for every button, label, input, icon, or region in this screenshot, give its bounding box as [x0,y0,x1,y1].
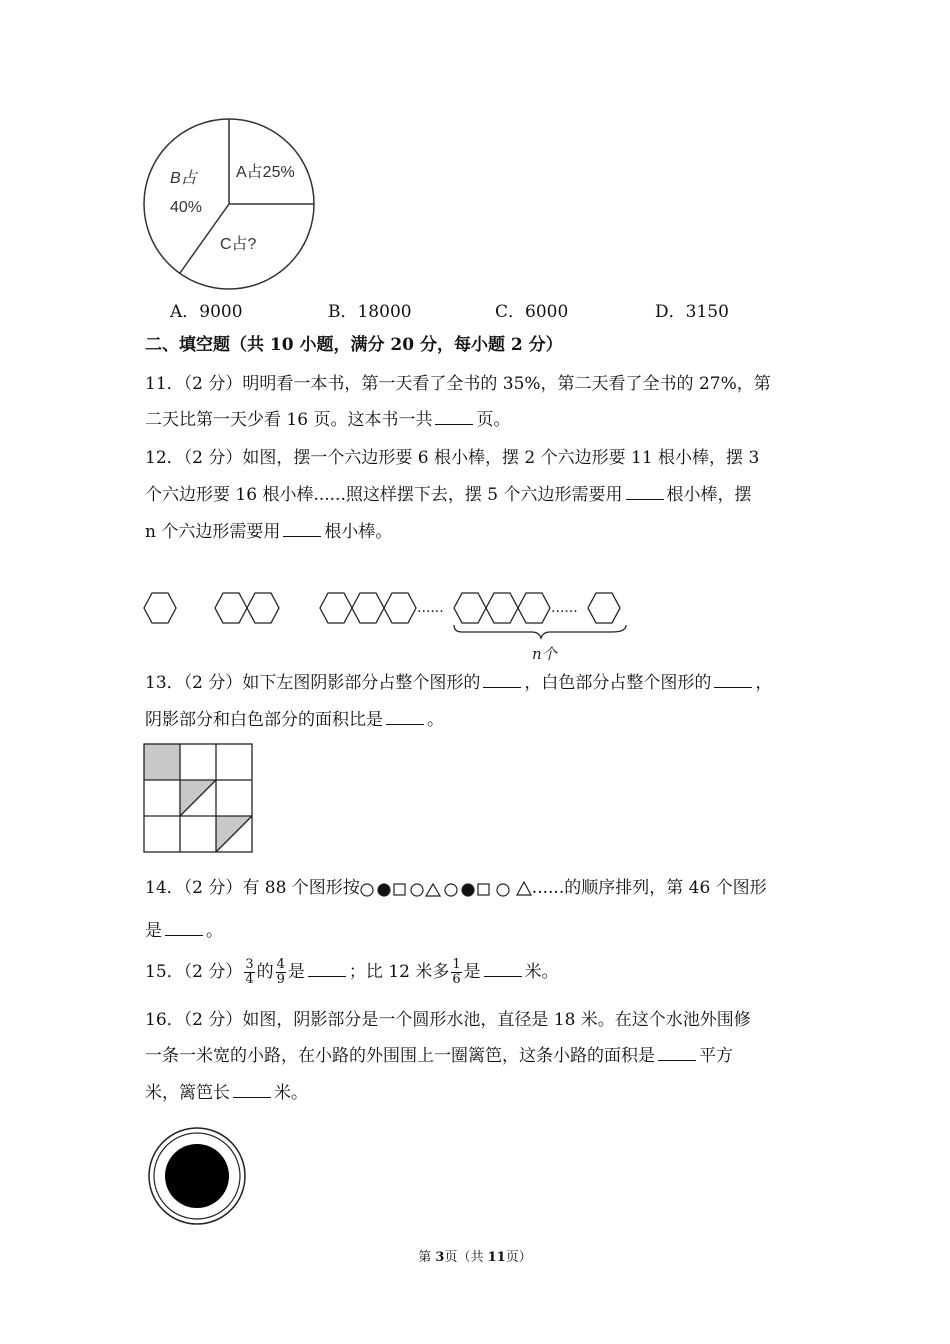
option-a: A．9000 [170,302,243,322]
pond-figure [146,1125,248,1227]
answer-blank[interactable] [658,1044,696,1061]
q12-line2: 个六边形要 16 根小棒......照这样摆下去，摆 5 个六边形需要用 根小棒，摆 [145,485,752,505]
q13-line2: 阴影部分和白色部分的面积比是 。 [145,710,444,730]
q14-line1: 14．（2 分）有 88 个图形按 ......的顺序排列，第 46 个图形 [145,878,767,898]
pie-label-a: A占25% [236,164,295,181]
q16-line2: 一条一米宽的小路，在小路的外围围上一圈篱笆，这条小路的面积是 平方 [145,1046,733,1066]
hexagon-2a [215,593,247,623]
page-number: 3 [435,1250,445,1265]
answer-blank[interactable] [484,960,522,977]
hexagon-figure [140,585,640,665]
hexagon-2b [247,593,279,623]
answer-blank[interactable] [165,919,203,936]
page-footer: 第 3页（共 11页） [418,1250,532,1265]
dots-2: ...... [551,600,578,616]
hexagon-3c [384,593,416,623]
q14-line2: 是 。 [145,921,223,941]
answer-blank[interactable] [483,671,521,688]
dots-1: ...... [417,600,444,616]
hexagon-3b [352,593,384,623]
fraction-1-6: $\frac{1}{6}$ [452,957,461,987]
pie-label-c: C占? [220,236,257,253]
answer-blank[interactable] [714,671,752,688]
fraction-3-4: $\frac{3}{4}$ [245,957,254,987]
answer-blank[interactable] [386,708,424,725]
fraction-4-9: $\frac{4}{9}$ [276,957,285,987]
section-heading: 二、填空题（共 10 小题，满分 20 分，每小题 2 分） [145,335,563,355]
brace-label: n个 [532,645,557,663]
q11-line2: 二天比第一天少看 16 页。这本书一共 页。 [145,410,511,430]
q12-line3: n 个六边形需要用 根小棒。 [145,522,393,542]
option-c: C．6000 [495,302,569,322]
hexagon-1 [144,593,176,623]
answer-blank[interactable] [435,408,473,425]
pie-figure [140,115,320,295]
answer-blank[interactable] [626,483,664,500]
q16-line3: 米，篱笆长 米。 [145,1083,308,1103]
answer-blank[interactable] [283,520,321,537]
answer-blank[interactable] [308,960,346,977]
q11-line1: 11．（2 分）明明看一本书，第一天看了全书的 35%，第二天看了全书的 27%，第 [145,374,771,394]
q13-line1: 13．（2 分）如下左图阴影部分占整个图形的 ，白色部分占整个图形的 ， [145,673,773,693]
page-total: 11 [487,1250,506,1265]
hexagon-nb [486,593,518,623]
pie-label-b-2: 40% [170,199,203,216]
grid-figure [143,743,255,855]
shape-sequence-icon [360,879,532,899]
brace [454,625,626,638]
q12-line1: 12．（2 分）如图，摆一个六边形要 6 根小棒，摆 2 个六边形要 11 根小棒，摆 3 [145,448,760,468]
option-b: B．18000 [328,302,412,322]
hexagon-nd [588,593,620,623]
hexagon-nc [518,593,550,623]
pond-circle [165,1144,229,1208]
option-d: D．3150 [655,302,729,322]
q16-line1: 16．（2 分）如图，阴影部分是一个圆形水池，直径是 18 米。在这个水池外围修 [145,1010,751,1030]
pie-label-b-1: B占 [170,170,197,187]
q15-line: 15．（2 分） $\frac{3}{4}$ 的 $\frac{4}{9}$ 是 ；比 12 米多 $\frac{1}{6}$ 是 米。 [145,957,559,987]
hexagon-3a [320,593,352,623]
hexagon-na [454,593,486,623]
answer-blank[interactable] [233,1081,271,1098]
